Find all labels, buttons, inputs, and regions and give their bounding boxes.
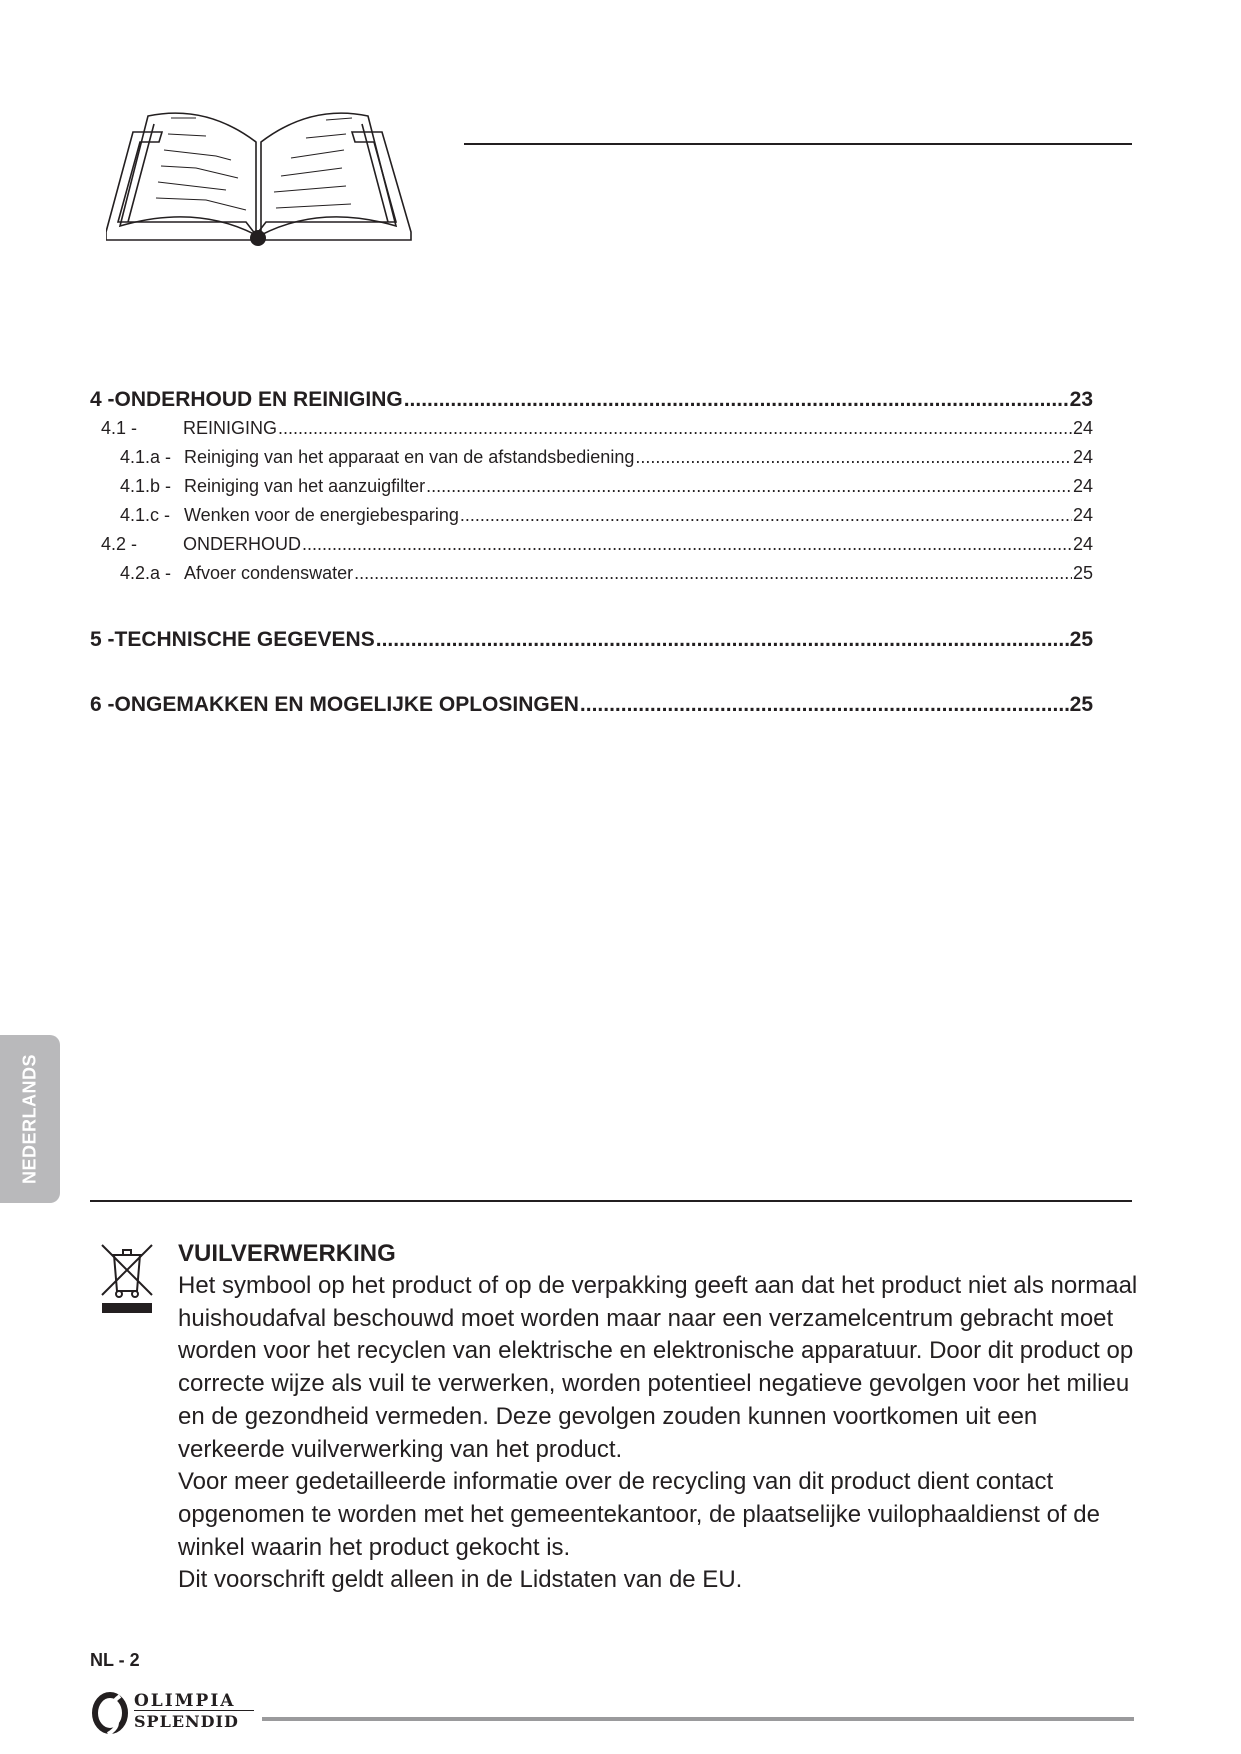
- brand-footer: [90, 1688, 1135, 1738]
- language-side-tab: [0, 1035, 60, 1203]
- toc-leader: [635, 447, 1072, 468]
- toc-page: 25: [1069, 693, 1093, 716]
- toc-leader: [354, 563, 1072, 584]
- toc-leader: [404, 388, 1069, 412]
- toc-title: Reiniging van het aanzuigfilter: [184, 476, 426, 496]
- toc-number: 5 -: [90, 628, 115, 651]
- toc-entry-4-1-b[interactable]: [90, 476, 1093, 505]
- toc-page: 25: [1072, 563, 1093, 583]
- toc-leader: [302, 534, 1072, 555]
- toc-number: 4.1 -: [101, 418, 138, 438]
- toc-title: ONDERHOUD: [183, 534, 302, 554]
- brand-name-bottom: SPLENDID: [134, 1712, 239, 1731]
- toc-entry-4[interactable]: [90, 388, 1093, 418]
- toc-leader: [278, 418, 1072, 439]
- toc-leader: [460, 505, 1072, 526]
- toc-title: Reiniging van het apparaat en van de afstandsbediening: [184, 447, 635, 467]
- toc-entry-4-2[interactable]: [90, 534, 1093, 563]
- table-of-contents: [90, 388, 1093, 723]
- toc-page: 24: [1072, 534, 1093, 554]
- footer-rule: [262, 1717, 1134, 1721]
- toc-page: 24: [1072, 476, 1093, 496]
- toc-leader: [580, 693, 1069, 717]
- toc-page: 23: [1069, 388, 1093, 411]
- toc-number: 4.2.a -: [120, 563, 172, 583]
- toc-entry-4-1-c[interactable]: [90, 505, 1093, 534]
- header-rule: [464, 143, 1132, 145]
- toc-number: 4.1.a -: [120, 447, 172, 467]
- disposal-title: VUILVERWERKING: [178, 1240, 396, 1267]
- toc-leader: [426, 476, 1072, 497]
- toc-page: 24: [1072, 447, 1093, 467]
- toc-title: Wenken voor de energiebesparing: [184, 505, 459, 525]
- page-number: NL - 2: [90, 1650, 140, 1670]
- toc-number: 4.1.c -: [120, 505, 171, 525]
- toc-entry-6[interactable]: [90, 693, 1093, 723]
- disposal-paragraph: Dit voorschrift geldt alleen in de Lidstaten van de EU.: [178, 1566, 743, 1594]
- toc-page: 24: [1072, 418, 1093, 438]
- toc-title: Afvoer condenswater: [184, 563, 354, 583]
- disposal-rule: [90, 1200, 1132, 1202]
- toc-leader: [376, 628, 1069, 652]
- open-book-illustration: [106, 100, 426, 250]
- toc-number: 4 -: [90, 388, 115, 411]
- toc-entry-5[interactable]: [90, 628, 1093, 658]
- toc-title: ONGEMAKKEN EN MOGELIJKE OPLOSINGEN: [114, 693, 579, 716]
- toc-number: 4.1.b -: [120, 476, 172, 496]
- toc-entry-4-1[interactable]: [90, 418, 1093, 447]
- crossed-bin-icon: [100, 1243, 156, 1313]
- toc-title: REINIGING: [183, 418, 278, 438]
- disposal-section: [178, 1238, 1138, 1597]
- toc-number: 4.2 -: [101, 534, 138, 554]
- disposal-paragraph: Voor meer gedetailleerde informatie over de recycling van dit product dient contact opgenomen te worden met het gemeentekantoor, de plaatselijke vuilophaaldienst of de winkel waarin het product gekocht is.: [178, 1468, 1100, 1561]
- brand-name-top: OLIMPIA: [134, 1691, 236, 1711]
- toc-title: TECHNISCHE GEGEVENS: [114, 628, 375, 651]
- language-label: NEDERLANDS: [19, 1053, 40, 1185]
- toc-entry-4-1-a[interactable]: [90, 447, 1093, 476]
- brand-logo-icon: [90, 1688, 138, 1738]
- disposal-paragraph: Het symbool op het product of op de verpakking geeft aan dat het product niet als normaal huishoudafval beschouwd moet worden maar naar een verzamelcentrum gebracht moet worden voor het recyclen van elektrische en elektronische apparatuur. Door dit product op correcte wijze als vuil te verwerken, worden potentieel negatieve gevolgen voor het milieu en de gezondheid vermeden. Deze gevolgen zouden kunnen voortkomen uit een verkeerde vuilverwerking van het product.: [178, 1272, 1138, 1463]
- toc-entry-4-2-a[interactable]: [90, 563, 1093, 592]
- toc-page: 24: [1072, 505, 1093, 525]
- brand-underline: [134, 1710, 254, 1711]
- toc-page: 25: [1069, 628, 1093, 651]
- toc-title: ONDERHOUD EN REINIGING: [114, 388, 403, 411]
- toc-number: 6 -: [90, 693, 115, 716]
